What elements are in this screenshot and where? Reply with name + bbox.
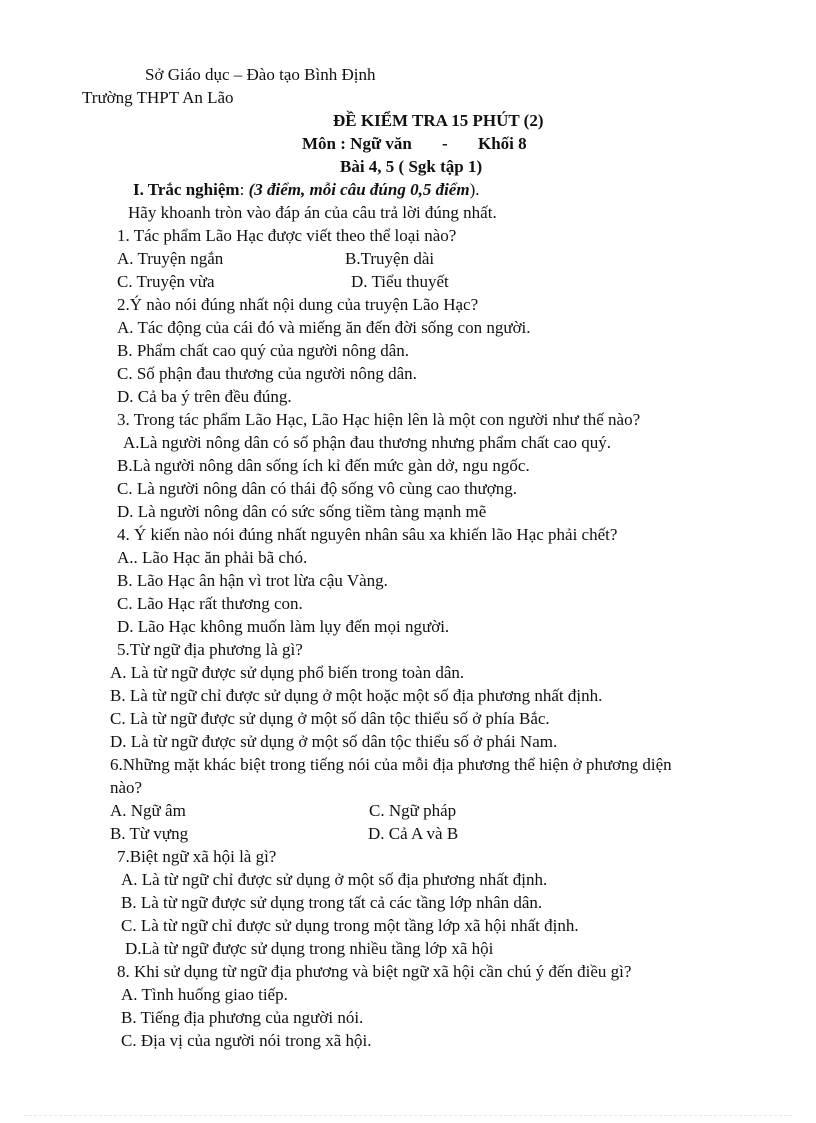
q1-option-d: D. Tiểu thuyết [351,272,449,291]
q8-option-c: C. Địa vị của người nói trong xã hội. [121,1031,372,1050]
page-footer-divider [24,1115,792,1116]
q8-option-b: B. Tiếng địa phương của người nói. [121,1008,364,1027]
q7-option-c: C. Là từ ngữ chỉ được sử dụng trong một tầng lớp xã hội nhất định. [121,916,579,935]
subject-label: Môn : Ngữ văn [302,134,412,153]
q5-option-a: A. Là từ ngữ được sử dụng phổ biến trong toàn dân. [110,663,465,682]
section-points-end: ). [469,180,480,199]
section-heading-line [133,178,479,201]
q6-option-c: C. Ngữ pháp [369,801,457,820]
q6-option-d: D. Cả A và B [368,824,459,843]
question-8: 8. Khi sử dụng từ ngữ địa phương và biệt ngữ xã hội cần chú ý đến điều gì? [117,962,632,981]
q6-option-a: A. Ngữ âm [110,801,186,820]
q5-option-d: D. Là từ ngữ được sử dụng ở một số dân tộc thiểu số ở phái Nam. [110,732,558,751]
question-2: 2.Ý nào nói đúng nhất nội dung của truyện Lão Hạc? [117,295,479,314]
q2-option-b: B. Phẩm chất cao quý của người nông dân. [117,341,410,360]
question-5: 5.Từ ngữ địa phương là gì? [117,640,303,659]
department-name: Sở Giáo dục – Đào tạo Bình Định [145,65,376,84]
q3-option-b: B.Là người nông dân sống ích kỉ đến mức gàn dở, ngu ngốc. [117,456,530,475]
school-name: Trường THPT An Lão [82,88,234,107]
grade-label: Khối 8 [478,134,527,153]
subject-separator: - [442,134,448,153]
q7-option-d: D.Là từ ngữ được sử dụng trong nhiều tầng lớp xã hội [125,939,494,958]
q3-option-a: A.Là người nông dân có số phận đau thương nhưng phẩm chất cao quý. [123,433,611,452]
q2-option-d: D. Cả ba ý trên đều đúng. [117,387,292,406]
question-1: 1. Tác phẩm Lão Hạc được viết theo thể loại nào? [117,226,457,245]
q6-option-b: B. Từ vựng [110,824,189,843]
q2-option-c: C. Số phận đau thương của người nông dân. [117,364,417,383]
q7-option-a: A. Là từ ngữ chỉ được sử dụng ở một số địa phương nhất định. [121,870,548,889]
section-points: (3 điểm, mỗi câu đúng 0,5 điểm [248,180,470,199]
q4-option-b: B. Lão Hạc ân hận vì trot lừa cậu Vàng. [117,571,388,590]
lesson-label: Bài 4, 5 ( Sgk tập 1) [340,157,483,176]
question-4: 4. Ý kiến nào nói đúng nhất nguyên nhân sâu xa khiến lão Hạc phải chết? [117,525,618,544]
q3-option-c: C. Là người nông dân có thái độ sống vô cùng cao thượng. [117,479,517,498]
q7-option-b: B. Là từ ngữ được sử dụng trong tất cả các tầng lớp nhân dân. [121,893,543,912]
q5-option-b: B. Là từ ngữ chỉ được sử dụng ở một hoặc một số địa phương nhất định. [110,686,603,705]
section-colon: : [239,180,245,199]
instruction: Hãy khoanh tròn vào đáp án của câu trả lời đúng nhất. [128,203,497,222]
q4-option-a: A.. Lão Hạc ăn phải bã chó. [117,548,308,567]
q1-option-a: A. Truyện ngắn [117,249,224,268]
q2-option-a: A. Tác động của cái đó và miếng ăn đến đời sống con người. [117,318,531,337]
exam-title: ĐỀ KIỂM TRA 15 PHÚT (2) [333,111,544,130]
question-7: 7.Biệt ngữ xã hội là gì? [117,847,277,866]
section-heading: I. Trắc nghiệm [133,180,240,199]
q4-option-d: D. Lão Hạc không muốn làm lụy đến mọi người. [117,617,450,636]
q4-option-c: C. Lão Hạc rất thương con. [117,594,303,613]
q5-option-c: C. Là từ ngữ được sử dụng ở một số dân tộc thiểu số ở phía Bắc. [110,709,550,728]
q3-option-d: D. Là người nông dân có sức sống tiềm tàng mạnh mẽ [117,502,487,521]
question-3: 3. Trong tác phẩm Lão Hạc, Lão Hạc hiện lên là một con người như thế nào? [117,410,641,429]
q1-option-b: B.Truyện dài [345,249,435,268]
question-6: 6.Những mặt khác biệt trong tiếng nói của mỗi địa phương thể hiện ở phương diện [110,755,672,774]
q8-option-a: A. Tình huống giao tiếp. [121,985,288,1004]
q1-option-c: C. Truyện vừa [117,272,215,291]
question-6-cont: nào? [110,778,143,797]
